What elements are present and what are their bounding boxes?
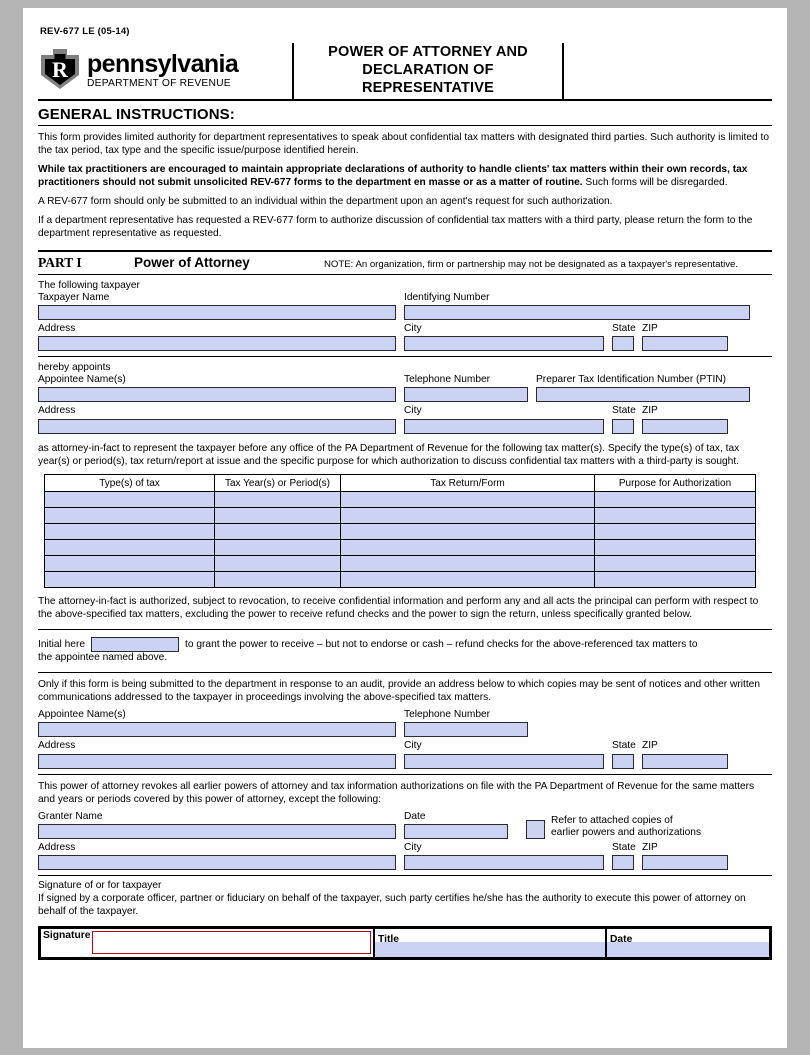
granter-address-label: Address (38, 841, 76, 853)
granter-state-label: State (612, 841, 636, 853)
instructions-divider (38, 125, 772, 126)
cell-purpose[interactable] (595, 492, 756, 508)
appoints-lead-text: hereby appoints (38, 362, 111, 374)
cell-type-of-tax[interactable] (45, 524, 215, 540)
signature-cell (41, 929, 375, 957)
cell-purpose[interactable] (595, 524, 756, 540)
part-1-title: Power of Attorney (134, 254, 250, 270)
granter-zip-input[interactable] (642, 855, 728, 870)
appointee-zip-input[interactable] (642, 419, 728, 434)
table-row (45, 540, 756, 556)
appointee-names-label: Appointee Name(s) (38, 374, 126, 386)
signature-label: Signature (43, 929, 91, 941)
svg-text:R: R (52, 56, 68, 82)
identifying-number-label: Identifying Number (404, 291, 490, 303)
audit-appointee-names-input[interactable] (38, 722, 396, 737)
taxpayer-state-label: State (612, 322, 636, 334)
cell-tax-year[interactable] (215, 572, 341, 588)
cell-tax-return-form[interactable] (341, 540, 595, 556)
agency-subtitle: DEPARTMENT OF REVENUE (87, 78, 231, 90)
initial-here-suffix-2: the appointee named above. (38, 652, 168, 664)
table-row (45, 524, 756, 540)
initial-section-divider (38, 672, 772, 673)
cell-purpose[interactable] (595, 556, 756, 572)
taxpayer-city-label: City (404, 322, 422, 334)
cell-purpose[interactable] (595, 508, 756, 524)
initial-here-section (38, 629, 772, 665)
taxpayer-zip-input[interactable] (642, 336, 728, 351)
cell-type-of-tax[interactable] (45, 492, 215, 508)
taxpayer-city-input[interactable] (404, 336, 604, 351)
audit-address-input[interactable] (38, 754, 396, 769)
taxpayer-address-input[interactable] (38, 336, 396, 351)
cell-tax-year[interactable] (215, 540, 341, 556)
column-header-purpose: Purpose for Authorization (595, 475, 756, 492)
table-row (45, 556, 756, 572)
refer-attached-label-line-2: earlier powers and authorizations (551, 826, 702, 838)
table-row (45, 492, 756, 508)
granter-city-label: City (404, 841, 422, 853)
audit-address-label: Address (38, 740, 76, 752)
taxpayer-state-input[interactable] (612, 336, 634, 351)
form-title-line-2: DECLARATION OF (362, 62, 494, 79)
cell-tax-return-form[interactable] (341, 556, 595, 572)
audit-zip-label: ZIP (642, 740, 658, 752)
appointee-zip-label: ZIP (642, 405, 658, 417)
cell-purpose[interactable] (595, 572, 756, 588)
cell-type-of-tax[interactable] (45, 540, 215, 556)
audit-zip-input[interactable] (642, 754, 728, 769)
granter-city-input[interactable] (404, 855, 604, 870)
appointee-address-input[interactable] (38, 419, 396, 434)
signature-block (38, 926, 772, 960)
audit-paragraph: Only if this form is being submitted to the department in response to an audit, provide an address below to which copies may be sent of notices and other written communications addressed to the taxpayer in proceedings involving the above-specified tax matters. (38, 679, 761, 704)
instructions-paragraph-2 (38, 164, 772, 190)
taxpayer-name-input[interactable] (38, 305, 396, 320)
refer-attached-checkbox-group[interactable] (526, 815, 701, 839)
instructions-paragraph-2-tail: Such forms will be disregarded. (582, 176, 728, 188)
refer-attached-checkbox[interactable] (526, 820, 545, 839)
appointee-address-label: Address (38, 405, 76, 417)
granter-name-label: Granter Name (38, 810, 103, 822)
table-body (45, 492, 756, 588)
granter-date-input[interactable] (404, 824, 508, 839)
column-header-tax-return-form: Tax Return/Form (341, 475, 595, 492)
agency-logo (38, 43, 292, 99)
table-row (45, 572, 756, 588)
cell-tax-year[interactable] (215, 556, 341, 572)
granter-date-label: Date (404, 810, 426, 822)
cell-tax-year[interactable] (215, 524, 341, 540)
appointee-ptin-label: Preparer Tax Identification Number (PTIN) (536, 374, 727, 386)
part-1-note: NOTE: An organization, firm or partnership may not be designated as a taxpayer's representative. (324, 258, 739, 270)
audit-telephone-input[interactable] (404, 722, 528, 737)
form-code: REV-677 LE (05-14) (40, 26, 130, 37)
revoke-paragraph: This power of attorney revokes all earlier powers of attorney and tax information authorizations on file with the PA Department of Revenue for the same matters and years or periods covered by this power of attorney, except the following: (38, 780, 755, 805)
audit-city-label: City (404, 740, 422, 752)
cell-tax-year[interactable] (215, 492, 341, 508)
signature-intro-line-2: If signed by a corporate officer, partner or fiduciary on behalf of the taxpayer, such party certifies he/she has the authority to execute this power of attorney on behalf of the taxpayer. (38, 892, 746, 917)
identifying-number-input[interactable] (404, 305, 750, 320)
part-1-number: PART I (38, 254, 82, 270)
header-divider (38, 99, 772, 101)
title-input[interactable] (375, 942, 605, 957)
taxpayer-lead-text: The following taxpayer (38, 279, 140, 291)
cell-type-of-tax[interactable] (45, 556, 215, 572)
agency-name: pennsylvania (87, 50, 239, 79)
appointee-state-label: State (612, 405, 636, 417)
taxpayer-address-label: Address (38, 322, 76, 334)
granter-zip-label: ZIP (642, 841, 658, 853)
signature-date-cell[interactable] (607, 929, 769, 957)
signature-date-label: Date (610, 933, 633, 945)
attorney-in-fact-paragraph: as attorney-in-fact to represent the taxpayer before any office of the PA Department of Revenue for the following tax matter(s). Specify the type(s) of tax, tax year(s) or period(s), tax return/report at issue and the specific purpose for which authorization to discuss confidential tax matters with a third-party is sought. (38, 442, 740, 467)
cell-tax-return-form[interactable] (341, 572, 595, 588)
cell-type-of-tax[interactable] (45, 508, 215, 524)
appointee-city-input[interactable] (404, 419, 604, 434)
header-blank-cell (564, 43, 772, 99)
instructions-paragraph-3: A REV-677 form should only be submitted to an individual within the department upon an agent's request for such authorization. (38, 195, 613, 207)
form-title-line-3: REPRESENTATIVE (362, 79, 494, 96)
table-header-row (45, 475, 756, 492)
general-instructions-heading: GENERAL INSTRUCTIONS: (38, 106, 235, 123)
audit-telephone-label: Telephone Number (404, 709, 491, 721)
part-1-bar (38, 250, 772, 275)
form-title (292, 43, 564, 99)
audit-appointee-names-label: Appointee Name(s) (38, 709, 126, 721)
taxpayer-zip-label: ZIP (642, 322, 658, 334)
audit-state-input[interactable] (612, 754, 634, 769)
audit-state-label: State (612, 740, 636, 752)
table-row (45, 508, 756, 524)
audit-city-input[interactable] (404, 754, 604, 769)
appointee-ptin-input[interactable] (536, 387, 750, 402)
cell-tax-return-form[interactable] (341, 492, 595, 508)
appointee-names-input[interactable] (38, 387, 396, 402)
form-header (38, 43, 772, 99)
cell-purpose[interactable] (595, 540, 756, 556)
signature-input[interactable] (92, 931, 372, 954)
authorized-paragraph: The attorney-in-fact is authorized, subject to revocation, to receive confidential information and perform any and all acts the principal can perform with respect to the above-specified tax matters, excluding the power to receive refund checks and the power to sign the return, unless specifically granted below. (38, 596, 759, 621)
appointee-state-input[interactable] (612, 419, 634, 434)
appointee-telephone-input[interactable] (404, 387, 528, 402)
form-page (23, 8, 787, 1048)
form-title-line-1: POWER OF ATTORNEY AND (328, 44, 528, 61)
granter-name-input[interactable] (38, 824, 396, 839)
cell-tax-year[interactable] (215, 508, 341, 524)
granter-address-input[interactable] (38, 855, 396, 870)
appointee-telephone-label: Telephone Number (404, 374, 491, 386)
cell-type-of-tax[interactable] (45, 572, 215, 588)
initials-input[interactable] (91, 637, 179, 652)
column-header-tax-year: Tax Year(s) or Period(s) (215, 475, 341, 492)
initial-here-suffix-1: to grant the power to receive – but not to endorse or cash – refund checks for the above-referenced tax matters to (185, 639, 698, 651)
instructions-paragraph-4: If a department representative has requested a REV-677 form to authorize discussion of confidential tax matters with a third party, please return the form to the department representative as requested. (38, 214, 753, 239)
keystone-icon (40, 48, 80, 95)
cell-tax-return-form[interactable] (341, 524, 595, 540)
title-cell[interactable] (375, 929, 607, 957)
instructions-paragraph-2-bold: While tax practitioners are encouraged to maintain appropriate declarations of authority to handle clients' tax matters within their own records, tax practitioners should not submit unsolicited REV-677 forms to the department en masse or as a matter of routine. (38, 163, 748, 188)
taxpayer-name-label: Taxpayer Name (38, 291, 110, 303)
tax-matters-table (44, 474, 756, 588)
title-label: Title (378, 933, 399, 945)
refer-attached-label-line-1: Refer to attached copies of (551, 814, 673, 826)
initial-here-label: Initial here (38, 639, 86, 651)
cell-tax-return-form[interactable] (341, 508, 595, 524)
instructions-paragraph-1: This form provides limited authority for department representatives to speak about confidential tax matters with designated third parties. Such authority is limited to the tax period, tax type and the specific issue/purpose identified herein. (38, 132, 770, 156)
column-header-type-of-tax: Type(s) of tax (45, 475, 215, 492)
appointee-city-label: City (404, 405, 422, 417)
initial-here-line (38, 637, 772, 652)
signature-intro-line-1: Signature of or for taxpayer (38, 880, 162, 891)
granter-state-input[interactable] (612, 855, 634, 870)
